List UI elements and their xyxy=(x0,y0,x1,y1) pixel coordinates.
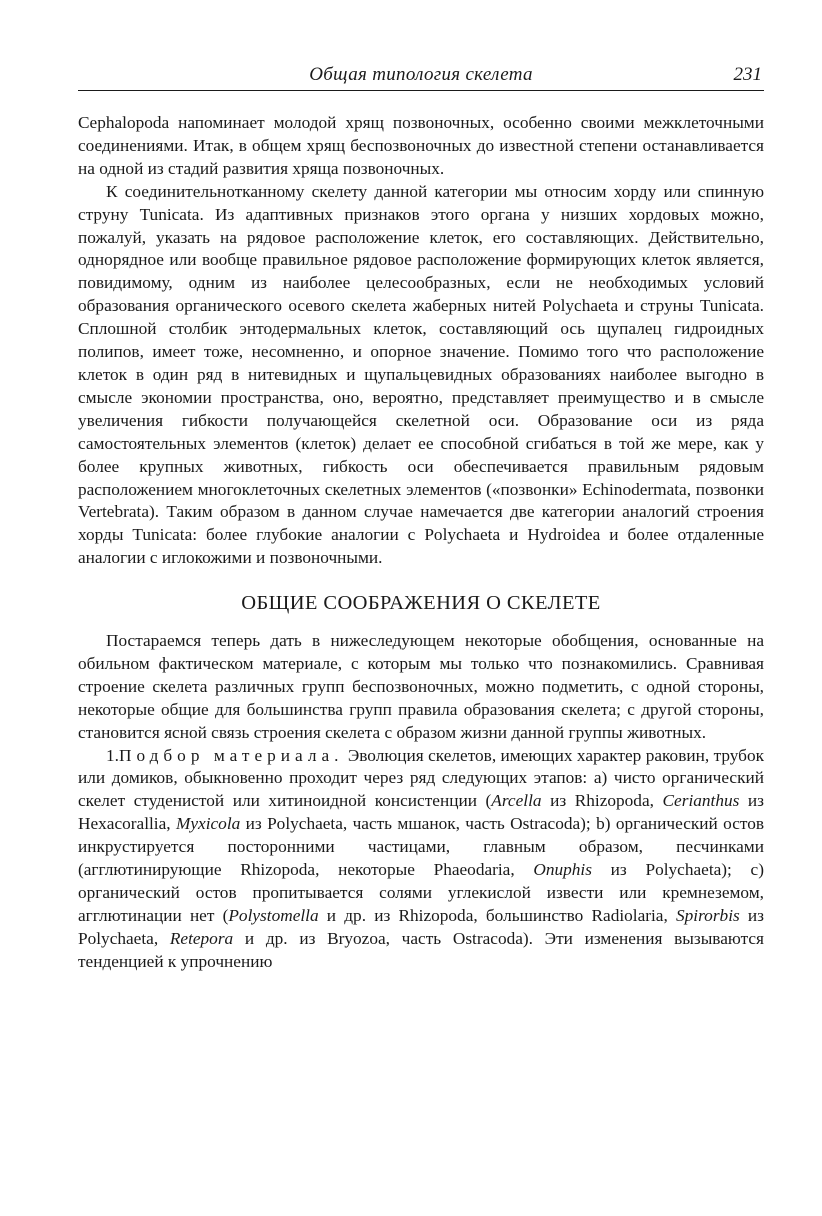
taxon-name: Myxicola xyxy=(175,814,241,834)
text-segment: и др. из Rhizopoda, большинство Radiolaria, xyxy=(318,905,677,925)
text-segment: из Rhizopoda, xyxy=(541,791,663,811)
body-text xyxy=(78,112,764,974)
text-segment: из Polychaeta); с) органический остов пропитывается солями углекислой извести или кремнеземом, агглютинации нет ( xyxy=(78,860,764,925)
text-segment: из Polychaeta, xyxy=(78,905,764,948)
paragraph-1: Cephalopoda напоминает молодой хрящ позвоночных, особенно своими межклеточными соединениями. Итак, в общем хрящ беспозвоночных до известной степени останавливается на одной из стадий развития хряща позвоночных. xyxy=(78,113,764,178)
section-heading: ОБЩИЕ СООБРАЖЕНИЯ О СКЕЛЕТЕ xyxy=(241,592,601,615)
taxon-name: Arcella xyxy=(491,791,542,811)
taxon-name: Polystomella xyxy=(228,905,319,925)
item-body xyxy=(78,746,764,971)
paragraph-3: Постараемся теперь дать в нижеследующем некоторые обобщения, основанные на обильном фактическом материале, с которым мы только что познакомились. Сравнивая строение скелета различных групп беспозвоночных, можно подметить, с одной стороны, некоторые общие для большинства групп правила образования скелета; с другой стороны, становится ясной связь строения скелета с образом жизни данной группы животных. xyxy=(78,631,764,742)
running-title: Общая типология скелета xyxy=(309,64,533,85)
text-segment: Эволюция скелетов, имеющих характер раковин, трубок или домиков, обыкновенно проходит через ряд следующих этапов: а) чисто органический скелет студенистой или хитиноидной консистенции ( xyxy=(78,745,764,811)
item-heading: Подбор материала. xyxy=(118,745,344,765)
taxon-name: Spirorbis xyxy=(676,905,740,925)
text-segment: из Polychaeta, часть мшанок, часть Ostracoda); b) органический остов инкрустируется посторонними частицами, главным образом, песчинками (агглютинирующие Rhizopoda, некоторые Phaeodaria, xyxy=(78,814,764,880)
taxon-name: Retepora xyxy=(169,928,234,948)
taxon-name: Onuphis xyxy=(533,860,592,880)
paragraph-2: К соединительнотканному скелету данной категории мы относим хорду или спинную струну Tunicata. Из адаптивных признаков этого органа у низших хордовых можно, пожалуй, указать на рядовое расположение клеток, его составляющих. Действительно, однорядное или вообще правильное рядовое расположение формирующих клеток является, повидимому, одним из наиболее целесообразных, если не необходимых условий образования органического осевого скелета жаберных нитей Polychaeta и струны Tunicata. Сплошной столбик энтодермальных клеток, составляющий ось щупалец гидроидных полипов, имеет тоже, несомненно, и опорное значение. Помимо того что расположение клеток в один ряд в нитевидных и щупальцевидных образованиях наиболее выгодно в смысле экономии пространства, оно, вероятно, представляет преимущество и в смысле увеличения гибкости получающейся скелетной оси. Образование оси из ряда самостоятельных элементов (клеток) делает ее способной сгибаться в той же мере, как у более крупных животных, гибкость оси обеспечивается правильным рядовым расположением многоклеточных скелетных элементов («позвонки» Echinodermata, позвонки Vertebrata). Таким образом в данном случае намечается две категории аналогий строения хорды Tunicata: более глубокие аналогии с Polychaeta и Hydroidea и более отдаленные аналогии с иглокожими и позвоночными. xyxy=(78,181,764,568)
item-number: 1. xyxy=(106,745,119,765)
running-header xyxy=(78,62,764,91)
taxon-name: Cerianthus xyxy=(662,791,740,811)
page-number: 231 xyxy=(733,64,762,85)
paragraph-4 xyxy=(78,745,764,974)
text-segment: и др. из Bryozoa, часть Ostracoda). Эти изменения вызываются тенденцией к упрочнению xyxy=(78,928,764,971)
text-segment: из Hexacorallia, xyxy=(78,791,764,834)
